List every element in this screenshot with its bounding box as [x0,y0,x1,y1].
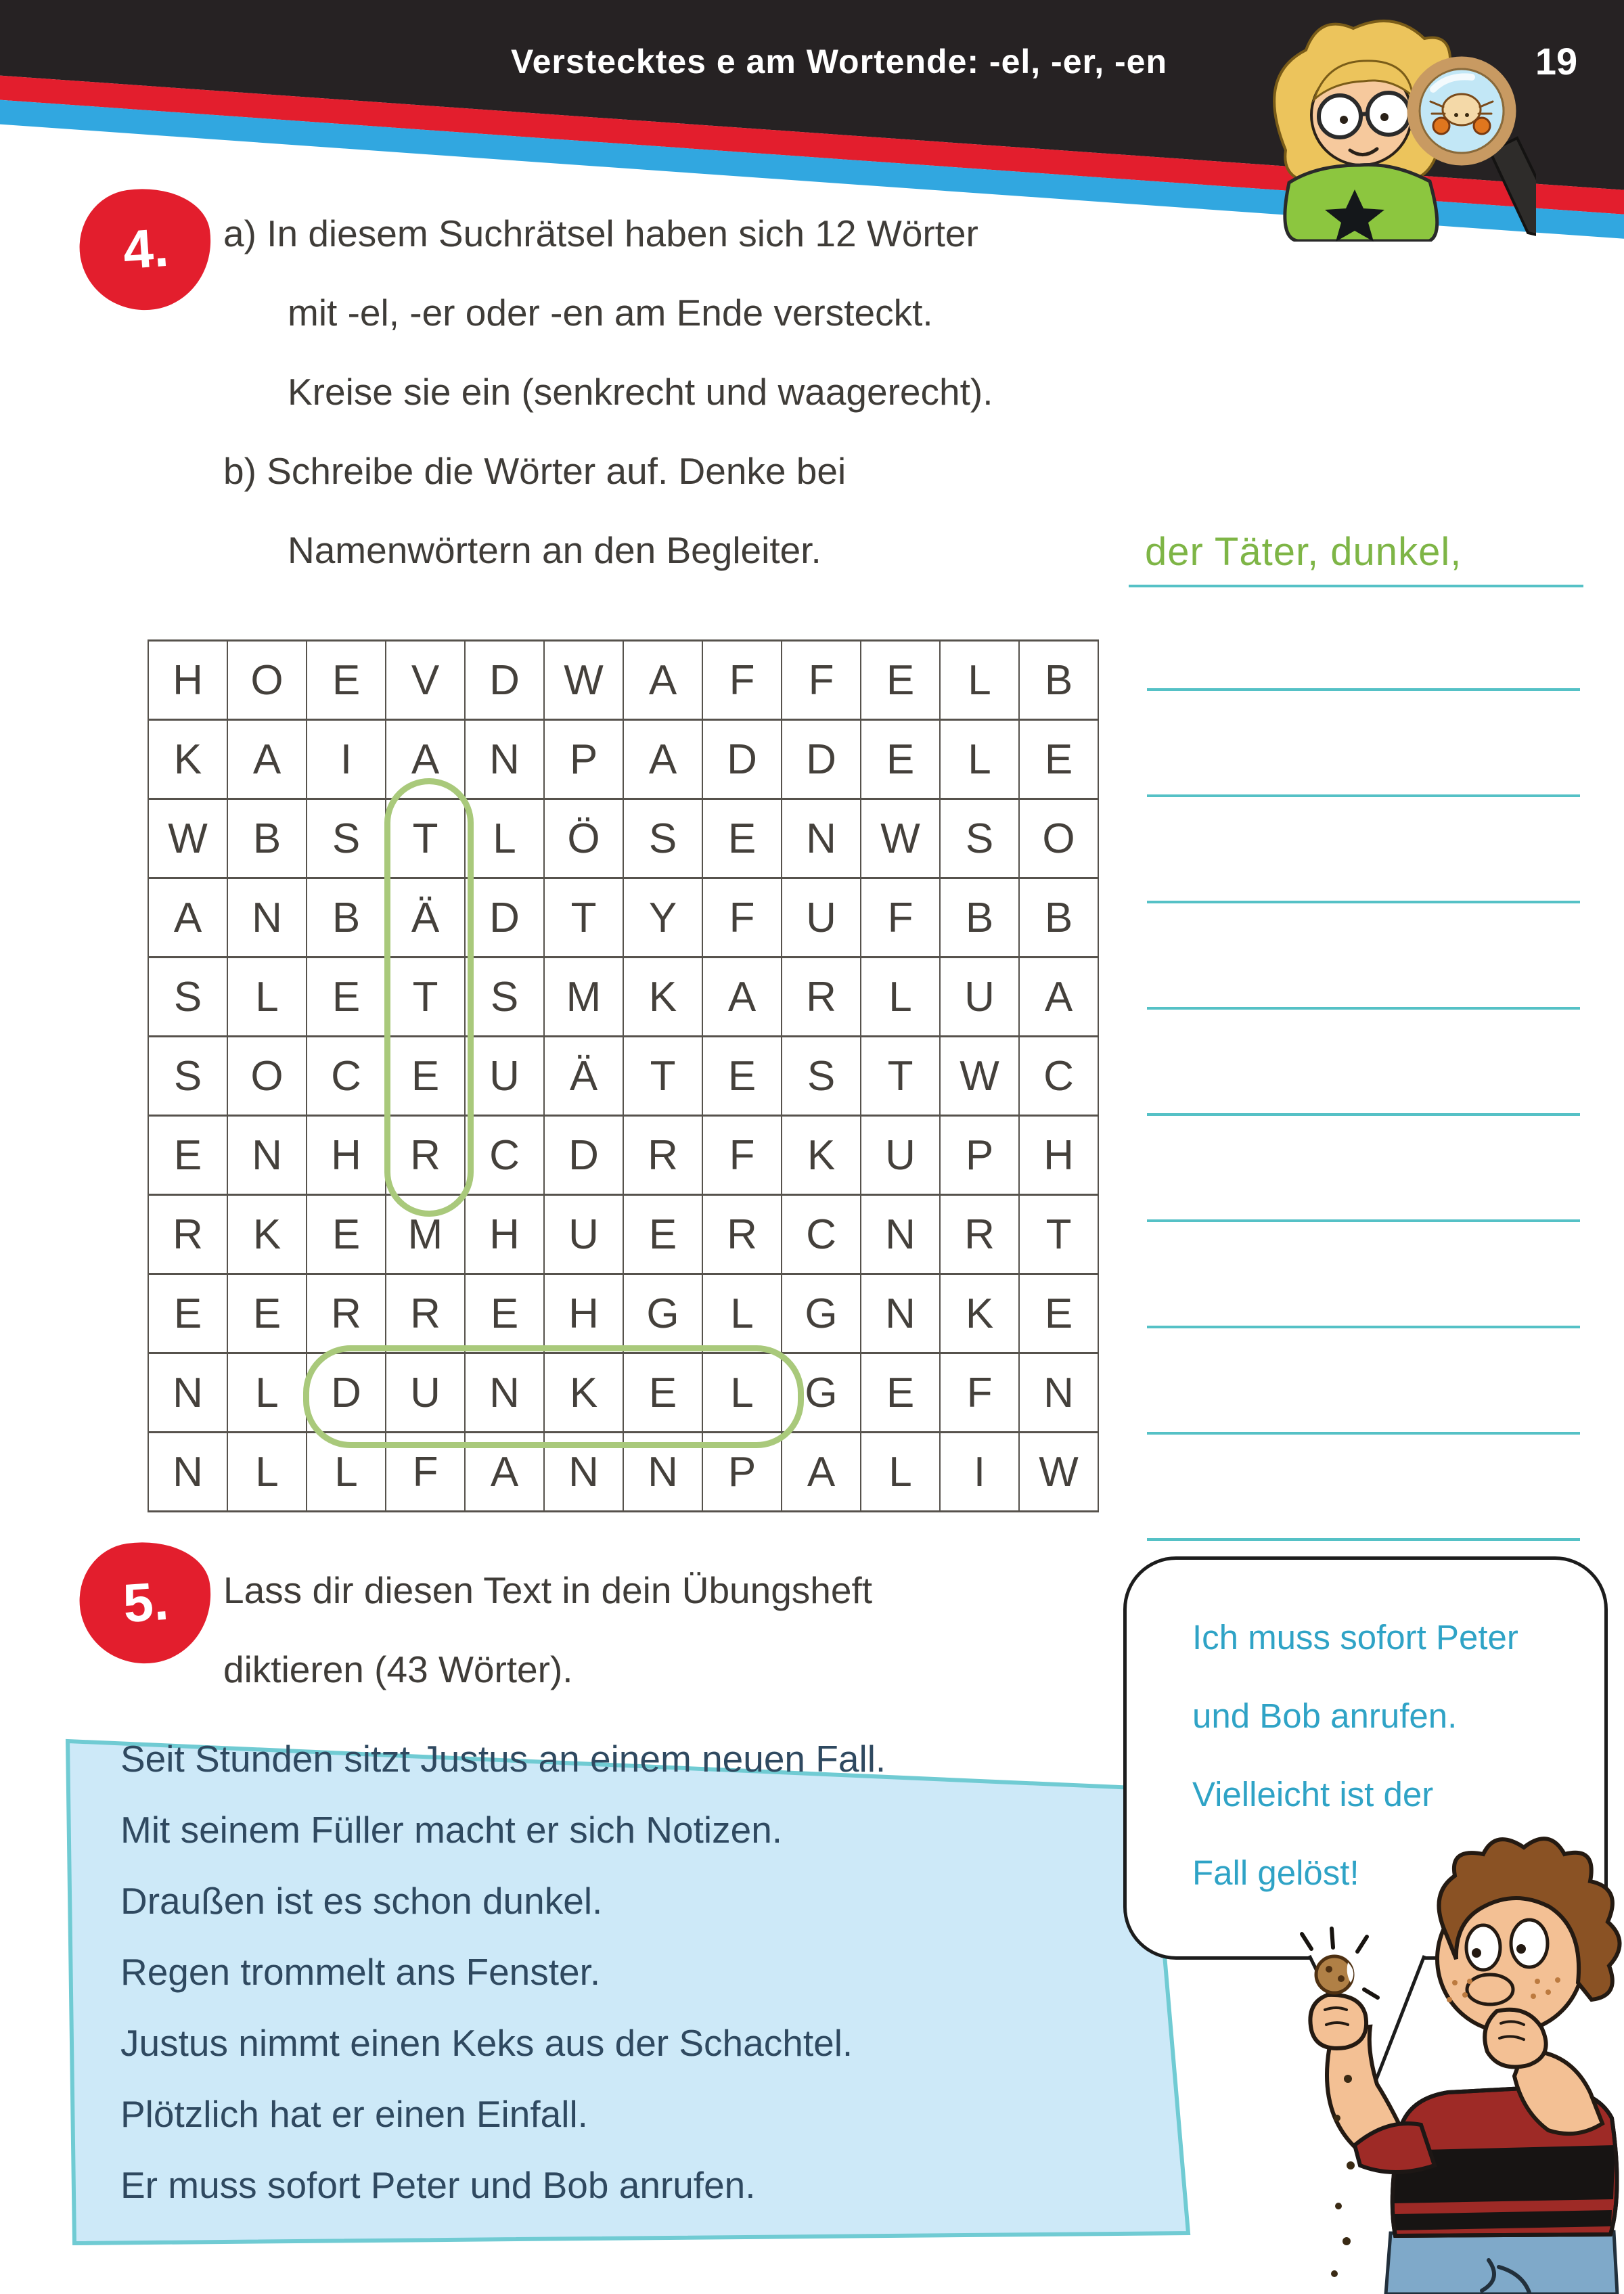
crumb-2 [1334,2115,1340,2121]
grid-cell: P [703,1433,782,1512]
grid-cell: K [545,1354,624,1433]
grid-cell: P [545,721,624,800]
handwritten-answer: der Täter, dunkel, [1145,530,1462,574]
grid-cell: U [386,1354,466,1433]
grid-cell: R [782,958,861,1037]
grid-cell: F [703,642,782,721]
crab-right-eye [1465,113,1469,117]
grid-cell: K [624,958,703,1037]
grid-cell: R [386,1117,466,1196]
grid-cell: K [149,721,228,800]
grid-cell: F [386,1433,466,1512]
grid-cell: T [545,879,624,958]
grid-cell: S [149,1037,228,1117]
grid-cell: W [941,1037,1020,1117]
grid-cell: C [466,1117,545,1196]
grid-cell: T [386,800,466,879]
grid-cell: G [782,1354,861,1433]
crumb-3 [1347,2161,1355,2169]
grid-cell: R [941,1196,1020,1275]
grid-cell: O [1020,800,1099,879]
task4-instructions [223,194,993,590]
dictation-line-3: Draußen ist es schon dunkel. [120,1880,603,1922]
grid-cell: M [545,958,624,1037]
task5-badge [72,1533,219,1671]
girl-glasses-right-lens [1368,93,1409,135]
task5-line-1: Lass dir diesen Text in dein Übungsheft [223,1569,873,1611]
grid-cell: W [861,800,941,879]
grid-cell: A [466,1433,545,1512]
grid-cell: L [228,1354,307,1433]
grid-cell: A [703,958,782,1037]
grid-cell: E [149,1275,228,1354]
task4-line-a3: Kreise sie ein (senkrecht und waagerecht). [288,371,993,413]
task5-number: 5. [121,1570,171,1634]
dictation-line-6: Plötzlich hat er einen Einfall. [120,2093,588,2135]
bubble-line-3: Vielleicht ist der [1192,1775,1434,1814]
answer-line [1147,794,1580,797]
grid-cell: U [941,958,1020,1037]
page-number: 19 [1535,40,1578,83]
crab-right-claw [1474,118,1490,134]
girl-glasses-left-lens [1319,95,1361,137]
grid-cell: D [545,1117,624,1196]
grid-cell: N [1020,1354,1099,1433]
grid-cell: T [386,958,466,1037]
grid-cell: U [545,1196,624,1275]
grid-cell: L [307,1433,386,1512]
grid-cell: E [861,642,941,721]
grid-cell: D [466,642,545,721]
answer-line [1147,1326,1580,1328]
grid-cell: K [941,1275,1020,1354]
task4-line-a1: a) In diesem Suchrätsel haben sich 12 Wörter [223,212,978,254]
boy-right-pupil [1516,1944,1526,1954]
grid-cell: A [624,721,703,800]
girl-detective-illustration [1238,8,1536,242]
answer-line [1147,1007,1580,1010]
grid-cell: U [861,1117,941,1196]
grid-cell: N [624,1433,703,1512]
grid-cell: P [941,1117,1020,1196]
grid-cell: S [307,800,386,879]
grid-cell: Ä [386,879,466,958]
boy-left-pupil [1472,1948,1481,1958]
grid-cell: T [624,1037,703,1117]
dictation-text [120,1724,886,2221]
grid-cell: I [941,1433,1020,1512]
boy-eating-cookie-illustration [1232,1827,1624,2294]
grid-cell: F [782,642,861,721]
grid-cell: N [861,1196,941,1275]
circled-word-taeter [384,778,474,1217]
circled-word-dunkel [303,1345,804,1448]
boy-nose [1467,1975,1513,2004]
bubble-line-1: Ich muss sofort Peter [1192,1618,1518,1657]
cookie-chip-1 [1326,1966,1332,1973]
grid-cell: L [941,642,1020,721]
task5-line-2: diktieren (43 Wörter). [223,1648,573,1690]
grid-cell: K [228,1196,307,1275]
answer-lines [1147,688,1580,1644]
grid-cell: E [228,1275,307,1354]
grid-cell: L [941,721,1020,800]
cookie [1316,1956,1353,1993]
girl-right-pupil [1380,113,1389,121]
grid-cell: Ö [545,800,624,879]
crumb-5 [1343,2237,1351,2245]
grid-cell: B [307,879,386,958]
crab-left-eye [1454,113,1458,117]
grid-cell: M [386,1196,466,1275]
task4-line-b2: Namenwörtern an den Begleiter. [288,529,821,571]
grid-cell: N [149,1433,228,1512]
grid-cell: D [782,721,861,800]
grid-cell: E [307,958,386,1037]
crumb-4 [1335,2203,1342,2209]
grid-cell: E [307,1196,386,1275]
grid-cell: O [228,1037,307,1117]
crab-left-claw [1433,118,1449,134]
grid-cell: V [386,642,466,721]
grid-cell: U [466,1037,545,1117]
grid-cell: E [1020,721,1099,800]
grid-cell: R [624,1117,703,1196]
grid-cell: H [545,1275,624,1354]
grid-cell: T [861,1037,941,1117]
grid-cell: I [307,721,386,800]
grid-cell: F [941,1354,1020,1433]
grid-cell: Ä [545,1037,624,1117]
grid-cell: L [861,1433,941,1512]
grid-cell: F [861,879,941,958]
crumb-1 [1344,2075,1352,2083]
grid-cell: S [782,1037,861,1117]
magnifier-handle [1490,138,1536,237]
grid-cell: A [624,642,703,721]
grid-cell: S [149,958,228,1037]
grid-cell: D [703,721,782,800]
grid-cell: H [149,642,228,721]
grid-cell: E [624,1196,703,1275]
page-title: Verstecktes e am Wortende: -el, -er, -en [510,43,1167,81]
answer-line [1147,901,1580,903]
grid-cell: A [149,879,228,958]
grid-cell: F [703,1117,782,1196]
grid-cell: N [545,1433,624,1512]
grid-cell: F [703,879,782,958]
crumb-6 [1331,2270,1338,2277]
dictation-line-4: Regen trommelt ans Fenster. [120,1951,601,1993]
task4-number: 4. [121,217,171,281]
grid-cell: E [703,1037,782,1117]
answer-line [1147,1538,1580,1541]
grid-cell: B [228,800,307,879]
grid-cell: E [466,1275,545,1354]
grid-cell: O [228,642,307,721]
grid-cell: E [861,721,941,800]
grid-cell: E [703,800,782,879]
answer-line [1147,688,1580,691]
grid-cell: W [1020,1433,1099,1512]
grid-cell: U [782,879,861,958]
answer-line [1147,1219,1580,1222]
grid-cell: A [386,721,466,800]
grid-cell: L [861,958,941,1037]
grid-cell: Y [624,879,703,958]
grid-cell: S [624,800,703,879]
grid-cell: C [1020,1037,1099,1117]
boy-right-eye [1511,1920,1548,1967]
grid-cell: R [149,1196,228,1275]
grid-cell: E [1020,1275,1099,1354]
grid-cell: L [703,1275,782,1354]
grid-cell: E [149,1117,228,1196]
grid-cell: G [782,1275,861,1354]
grid-cell: A [1020,958,1099,1037]
grid-cell: T [1020,1196,1099,1275]
grid-cell: L [228,958,307,1037]
grid-cell: S [466,958,545,1037]
grid-cell: N [228,879,307,958]
grid-cell: R [703,1196,782,1275]
grid-cell: L [703,1354,782,1433]
girl-left-pupil [1340,116,1348,124]
dictation-line-5: Justus nimmt einen Keks aus der Schachtel. [120,2022,853,2064]
grid-cell: W [149,800,228,879]
grid-cell: N [228,1117,307,1196]
grid-cell: B [1020,642,1099,721]
grid-cell: N [861,1275,941,1354]
grid-cell: K [782,1117,861,1196]
bubble-line-2: und Bob anrufen. [1192,1696,1458,1735]
grid-cell: W [545,642,624,721]
grid-cell: S [941,800,1020,879]
answer-line [1129,585,1583,587]
grid-cell: H [307,1117,386,1196]
grid-cell: D [307,1354,386,1433]
grid-cell: R [307,1275,386,1354]
grid-cell: L [466,800,545,879]
grid-cell: R [386,1275,466,1354]
task5-instructions [223,1551,872,1709]
grid-cell: N [782,800,861,879]
boy-jeans [1386,2232,1617,2294]
task4-line-a2: mit -el, -er oder -en am Ende versteckt. [288,292,933,334]
bubble-line-4: Fall gelöst! [1192,1853,1359,1892]
grid-cell: A [782,1433,861,1512]
grid-cell: E [307,642,386,721]
dictation-line-7: Er muss sofort Peter und Bob anrufen. [120,2164,756,2206]
grid-cell: N [149,1354,228,1433]
answer-line [1147,1432,1580,1435]
grid-cell: H [1020,1117,1099,1196]
grid-cell: E [386,1037,466,1117]
grid-cell: G [624,1275,703,1354]
grid-cell: B [941,879,1020,958]
grid-cell: D [466,879,545,958]
grid-cell: N [466,1354,545,1433]
boy-left-eye [1466,1925,1500,1970]
grid-cell: E [624,1354,703,1433]
grid-cell: A [228,721,307,800]
dictation-line-2: Mit seinem Füller macht er sich Notizen. [120,1809,783,1851]
grid-cell: L [228,1433,307,1512]
cookie-chip-2 [1338,1975,1345,1982]
grid-cell: C [782,1196,861,1275]
grid-cell: N [466,721,545,800]
grid-cell: H [466,1196,545,1275]
task4-line-b1: b) Schreibe die Wörter auf. Denke bei [223,450,847,492]
answer-line [1147,1113,1580,1116]
grid-cell: C [307,1037,386,1117]
grid-cell: E [861,1354,941,1433]
dictation-line-1: Seit Stunden sitzt Justus an einem neuen Fall. [120,1738,886,1780]
grid-cell: B [1020,879,1099,958]
